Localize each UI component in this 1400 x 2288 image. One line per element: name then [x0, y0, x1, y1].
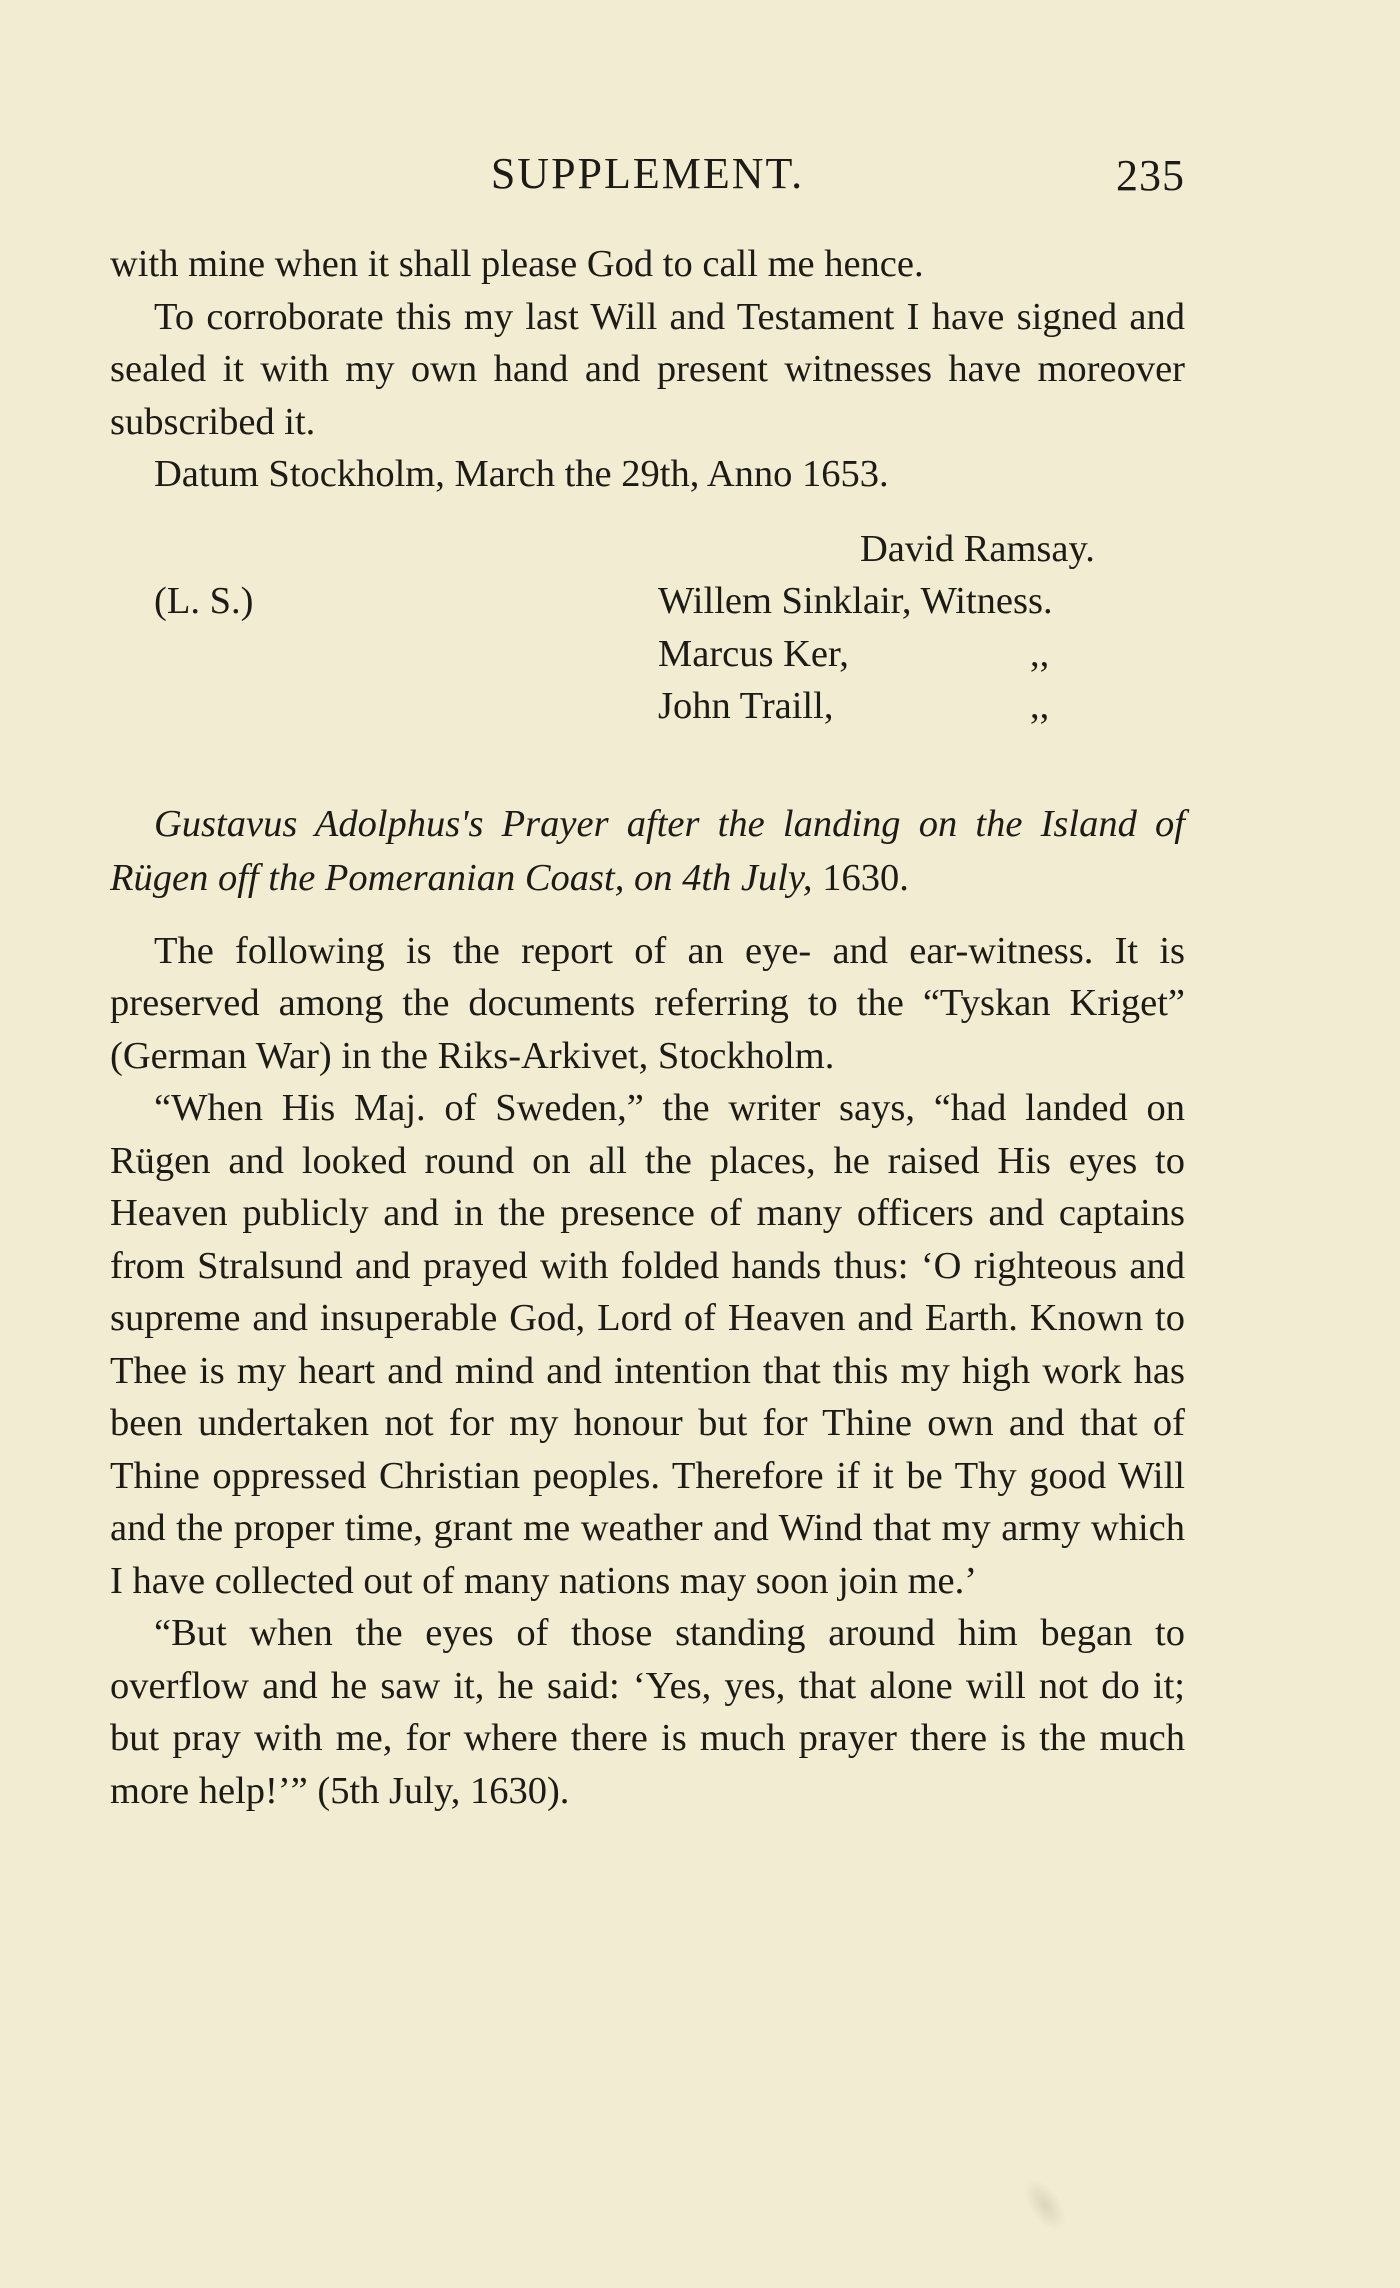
seal-mark: (L. S.) — [154, 579, 254, 622]
paragraph-report-intro: The following is the report of an eye- and ear-witness. It is preserved among the documents referring to the “Tyskan Kriget” (German War) in the Riks-Arkivet, Stockholm. — [110, 929, 1185, 1077]
running-head — [110, 148, 1185, 208]
paragraph-corroboration: To corroborate this my last Will and Testament I have signed and sealed it with my own hand and present witnesses have moreover subscribed it. — [110, 295, 1185, 443]
heading-year: 1630. — [822, 856, 909, 899]
paragraph-continuation: with mine when it shall please God to call me hence. — [110, 243, 924, 285]
paragraph-prayer: “When His Maj. of Sweden,” the writer says, “had landed on Rügen and looked round on all the places, he raised His eyes to Heaven publicly and in the presence of many officers and captains from Stralsund and prayed with folded hands thus: ‘O righteous and supreme and insuperable God, Lord of Heaven and Earth. Known to Thee is my heart and mind and intention that this my high work has been undertaken not for my honour but for Thine own and that of Thine oppressed Christian peoples. Therefore if it be Thy good Will and the proper time, grant me weather and Wind that my army which I have collected out of many nations may soon join me.’ — [110, 1087, 1185, 1602]
heading-text: Gustavus Adolphus's Prayer after the landing on the Island of Rügen off the Pomeranian Coast, on 4th July, — [110, 802, 1185, 899]
response-date: (5th July, 1630). — [317, 1769, 570, 1812]
dateline: Datum Stockholm, March the 29th, Anno 1653. — [154, 453, 889, 495]
witness-signature-3: John Traill, — [658, 684, 834, 727]
signature-block — [110, 523, 1185, 759]
running-title: SUPPLEMENT. — [490, 149, 805, 198]
witness-signature-1: Willem Sinklair, Witness. — [658, 579, 1053, 622]
section-heading — [110, 797, 1185, 905]
ditto-mark: ,, — [1030, 632, 1050, 675]
response-text: “But when the eyes of those standing around him began to overflow and he saw it, he said: ‘Yes, yes, that alone will not do it; but pray with me, for where there is much prayer there is the much more help!’” — [110, 1612, 1185, 1812]
paragraph-response — [110, 1607, 1185, 1817]
ditto-mark: ,, — [1030, 684, 1050, 727]
page-number: 235 — [1116, 151, 1185, 200]
testator-signature: David Ramsay. — [860, 527, 1095, 570]
paper-smudge — [1016, 2172, 1075, 2238]
body-text — [110, 238, 1185, 1817]
witness-signature-2: Marcus Ker, — [658, 632, 849, 675]
